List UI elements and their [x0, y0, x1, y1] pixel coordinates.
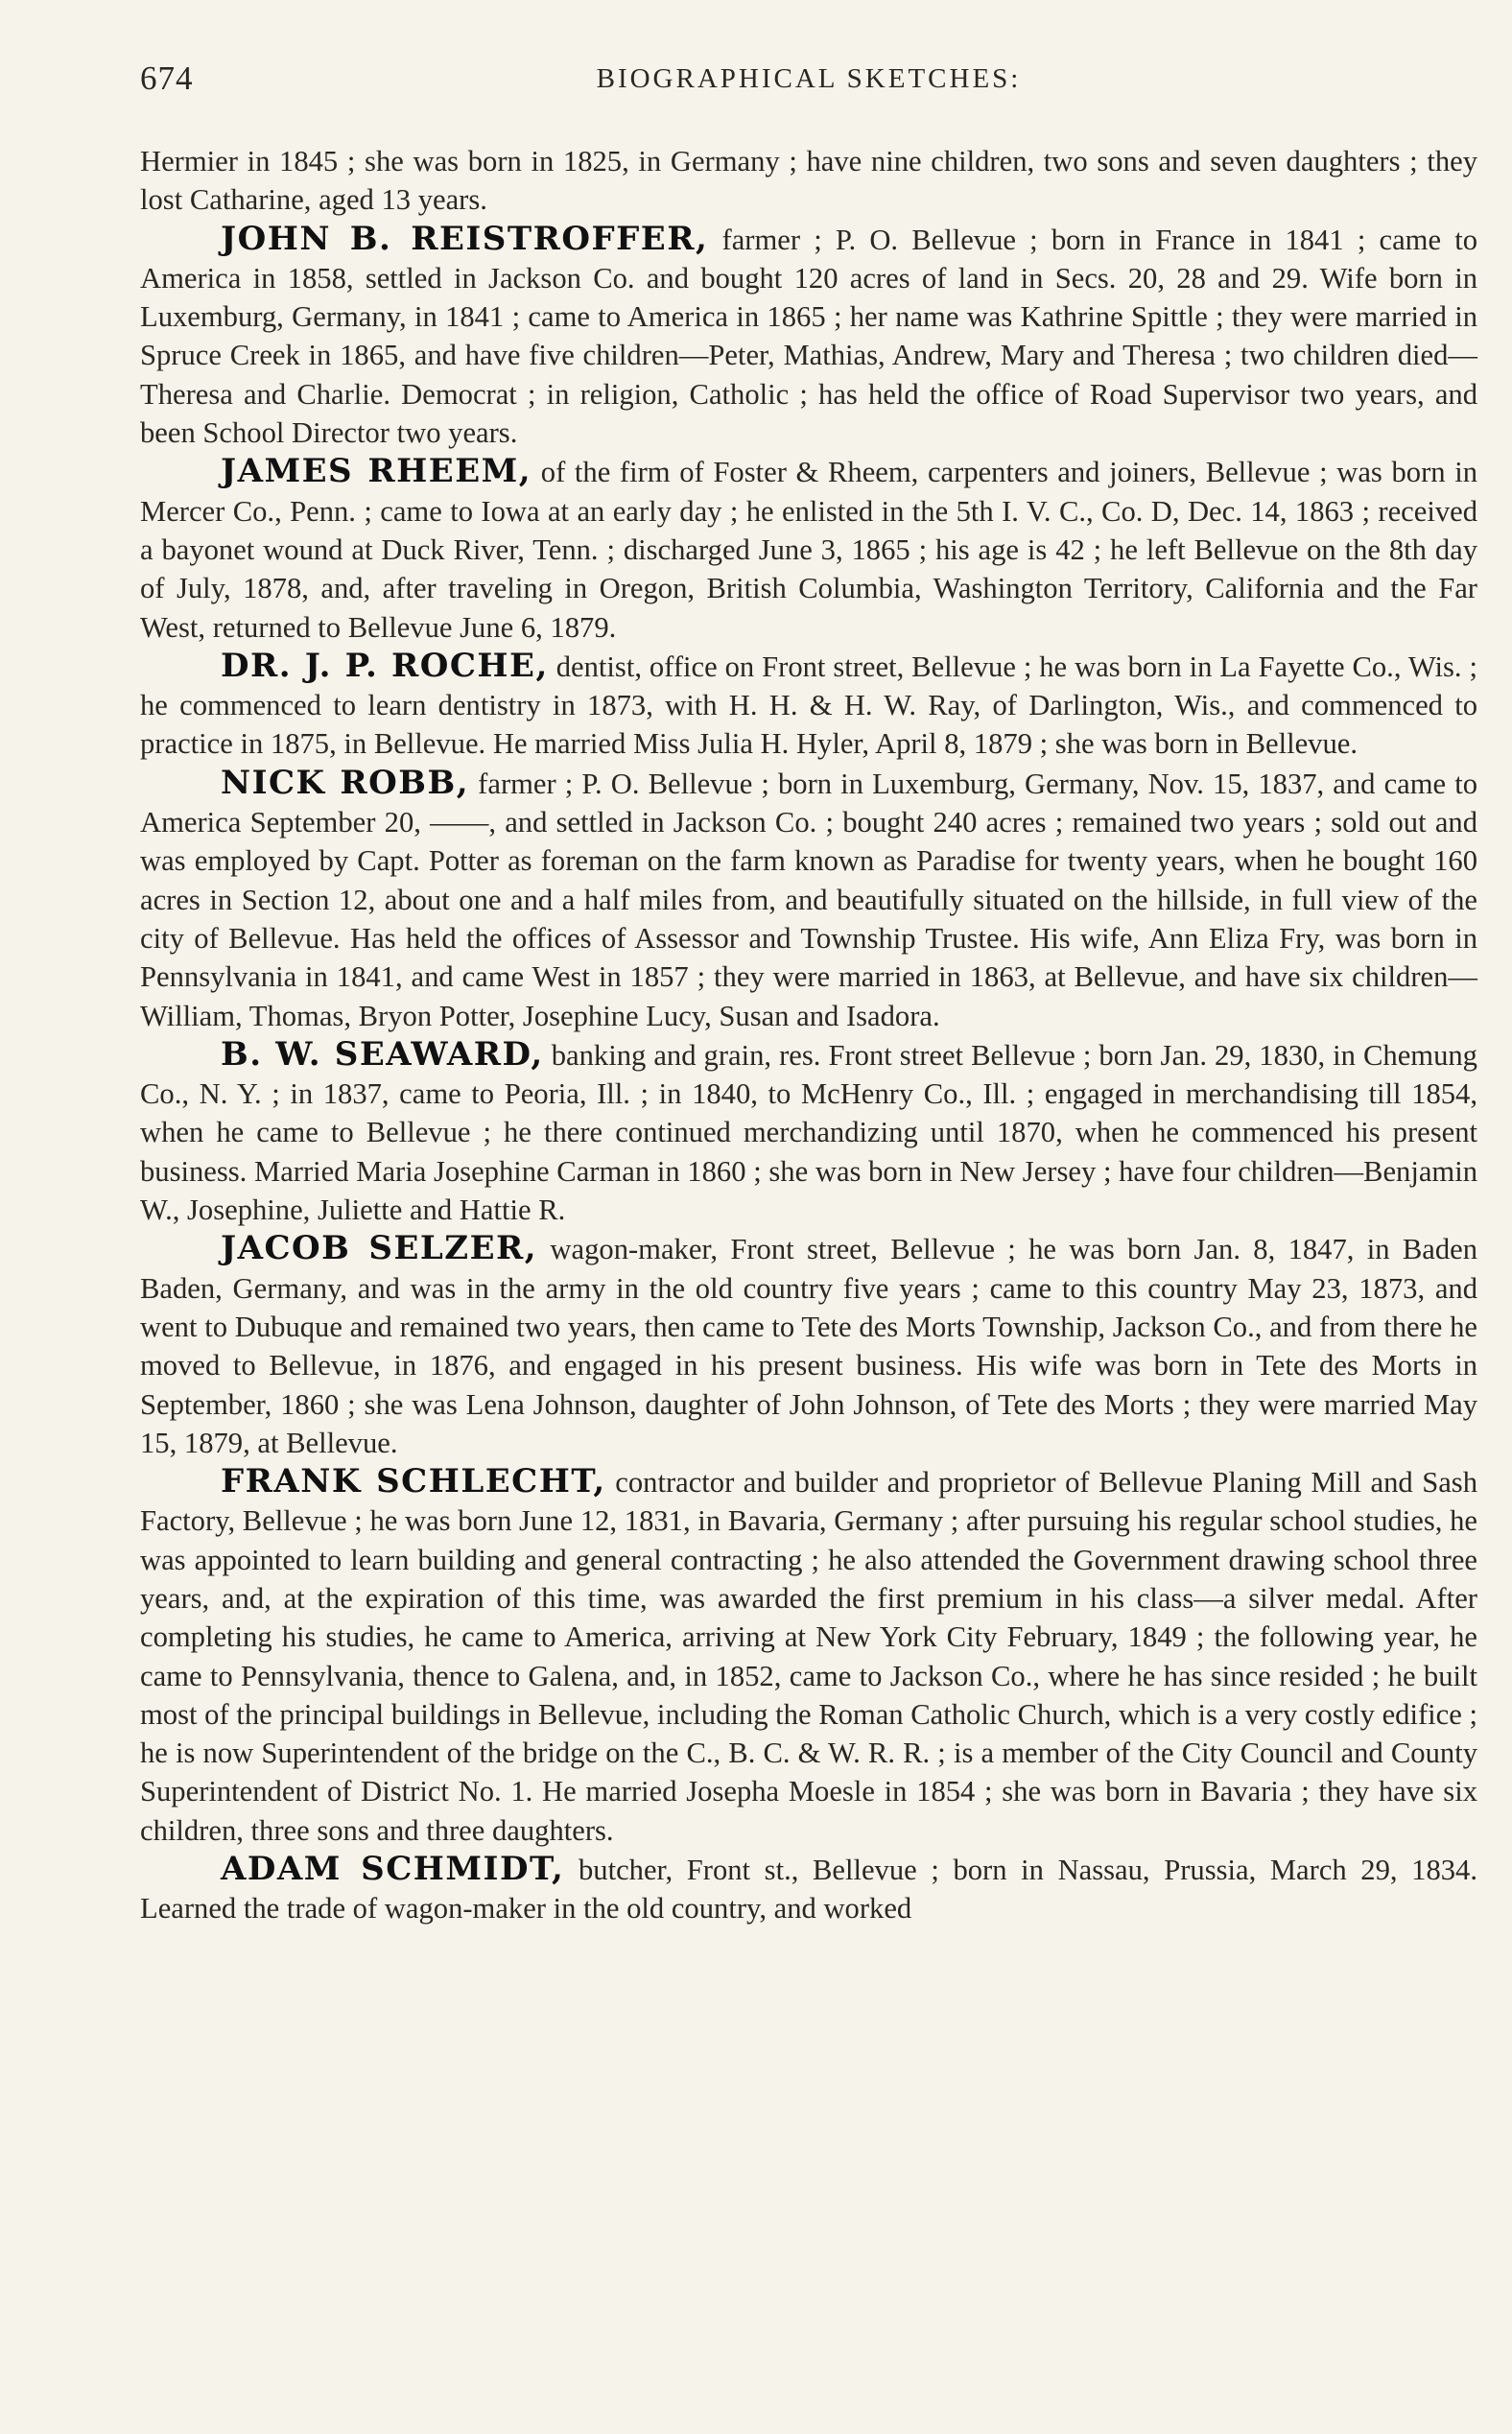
entry-selzer	[140, 1229, 1477, 1462]
entry-name: JOHN B. REISTROFFER,	[221, 219, 709, 258]
entry-name: JAMES RHEEM,	[221, 452, 532, 491]
entry-reistroffer	[140, 220, 1477, 453]
entry-text: wagon-maker, Front street, Bellevue ; he was born Jan. 8, 1847, in Baden Baden, Germany, and was in the army in the old country five years ; came to this country May 23, 1873, and went to Dubuque and remained two years, then came to Tete des Morts Township, Jackson Co., and from there he moved to Bellevue, in 1876, and engaged in his present business. His wife was born in Tete des Morts in September, 1860 ; she was Lena Johnson, daughter of John Johnson, of Tete des Morts ; they were married May 15, 1879, at Bellevue.	[140, 1233, 1477, 1459]
book-page	[140, 59, 1477, 1928]
entry-rheem	[140, 452, 1477, 646]
entry-text: butcher, Front st., Bellevue ; born in Nassau, Prussia, March 29, 1834. Learned the trade of wagon-maker in the old country, and worked	[140, 1854, 1478, 1926]
running-head	[140, 59, 1477, 113]
entry-text: banking and grain, res. Front street Bellevue ; born Jan. 29, 1830, in Chemung Co., N. Y. ; in 1837, came to Peoria, Ill. ; in 1840, to McHenry Co., Ill. ; engaged in merchandising till 1854, when he came to Bellevue ; he there continued merchandizing until 1870, when he commenced his present business. Married Maria Josephine Carman in 1860 ; she was born in New Jersey ; have four children—Benjamin W., Josephine, Juliette and Hattie R.	[140, 1038, 1477, 1227]
entry-seaward	[140, 1035, 1477, 1229]
entry-robb	[140, 764, 1477, 1035]
entry-name: JACOB SELZER,	[221, 1229, 538, 1268]
entry-roche	[140, 647, 1477, 764]
entry-name: ADAM SCHMIDT,	[221, 1850, 565, 1889]
page-number: 674	[140, 59, 194, 97]
entry-name: DR. J. P. ROCHE,	[221, 646, 549, 685]
entry-schlecht	[140, 1462, 1477, 1850]
entry-text: contractor and builder and proprietor of Bellevue Planing Mill and Sash Factory, Bellevue ; he was born June 12, 1831, in Bavaria, Germany ; after pursuing his regular school studies, he was appointed to learn building and general contracting ; he also attended the Government drawing school three years, and, at the expiration of this time, was awarded the first premium in his class—a silver medal. After completing his studies, he came to America, arriving at New York City February, 1849 ; the following year, he came to Pennsylvania, thence to Galena, and, in 1852, came to Jackson Co., where he has since resided ; he built most of the principal buildings in Bellevue, including the Roman Catholic Church, which is a very costly edifice ; he is now Superintendent of the bridge on the C., B. C. & W. R. R. ; is a member of the City Council and County Superintendent of District No. 1. He married Josepha Moesle in 1854 ; she was born in Bavaria ; they have six children, three sons and three daughters.	[140, 1466, 1478, 1847]
entry-text: of the firm of Foster & Rheem, carpenters and joiners, Bellevue ; was born in Mercer Co., Penn. ; came to Iowa at an early day ; he enlisted in the 5th I. V. C., Co. D, Dec. 14, 1863 ; received a bayonet wound at Duck River, Tenn. ; discharged June 3, 1865 ; his age is 42 ; he left Bellevue on the 8th day of July, 1878, and, after traveling in Oregon, British Columbia, Washington Territory, California and the Far West, returned to Bellevue June 6, 1879.	[140, 456, 1477, 644]
entry-name: FRANK SCHLECHT,	[221, 1462, 606, 1501]
entry-schmidt	[140, 1850, 1477, 1928]
entry-name: B. W. SEAWARD,	[221, 1034, 544, 1074]
entry-text: dentist, office on Front street, Bellevue ; he was born in La Fayette Co., Wis. ; he commenced to learn dentistry in 1873, with H. H. & H. W. Ray, of Darlington, Wis., and commenced to practice in 1875, in Bellevue. He married Miss Julia H. Hyler, April 8, 1879 ; she was born in Bellevue.	[140, 650, 1477, 761]
entry-text: farmer ; P. O. Bellevue ; born in Luxemburg, Germany, Nov. 15, 1837, and came to America September 20, ——, and settled in Jackson Co. ; bought 240 acres ; remained two years ; sold out and was employed by Capt. Potter as foreman on the farm known as Paradise for twenty years, when he bought 160 acres in Section 12, about one and a half miles from, and beautifully situated on the hillside, in full view of the city of Bellevue. Has held the offices of Assessor and Township Trustee. His wife, Ann Eliza Fry, was born in Pennsylvania in 1841, and came West in 1857 ; they were married in 1863, at Bellevue, and have six children—William, Thomas, Bryon Potter, Josephine Lucy, Susan and Isadora.	[140, 767, 1477, 1032]
running-title: BIOGRAPHICAL SKETCHES:	[596, 63, 1022, 94]
body-text	[140, 142, 1477, 1928]
entry-text: farmer ; P. O. Bellevue ; born in France in 1841 ; came to America in 1858, settled in Jackson Co. and bought 120 acres of land in Secs. 20, 28 and 29. Wife born in Luxemburg, Germany, in 1841 ; came to America in 1865 ; her name was Kathrine Spittle ; they were married in Spruce Creek in 1865, and have five children—Peter, Mathias, Andrew, Mary and Theresa ; two children died—Theresa and Charlie. Democrat ; in religion, Catholic ; has held the office of Road Supervisor two years, and been School Director two years.	[140, 223, 1478, 450]
continuation-paragraph: Hermier in 1845 ; she was born in 1825, in Germany ; have nine children, two sons and seven daughters ; they lost Catharine, aged 13 years.	[140, 145, 1477, 217]
entry-name: NICK ROBB,	[221, 763, 470, 802]
